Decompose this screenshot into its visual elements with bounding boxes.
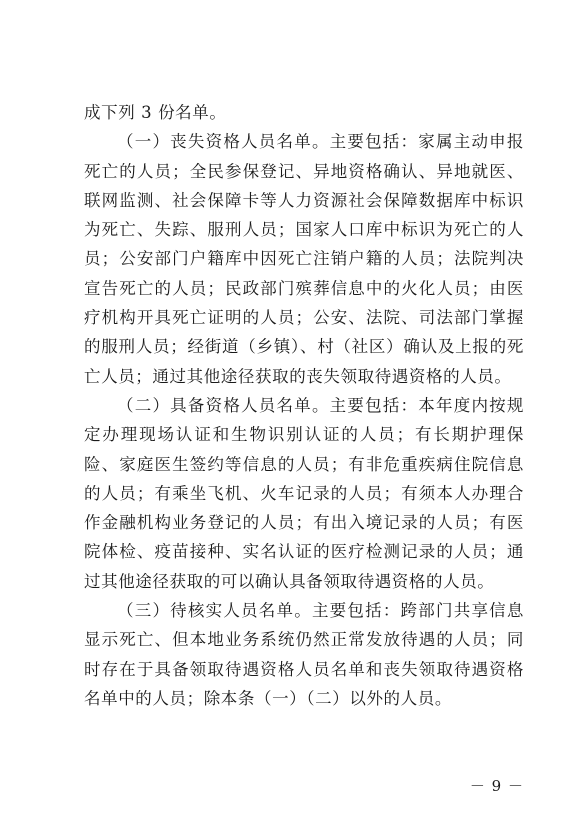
- paragraph-pending-list: （三）待核实人员名单。主要包括：跨部门共享信息显示死亡、但本地业务系统仍然正常发放待遇的人员；同时存在于具备领取待遇资格人员名单和丧失领取待遇资格名单中的人员；除本条（一）（二）以外的人员。: [84, 601, 524, 708]
- body-text: [84, 98, 524, 713]
- page-number: － 9 －: [469, 777, 524, 795]
- paragraph-qualified-list: （二）具备资格人员名单。主要包括：本年度内按规定办理现场认证和生物识别认证的人员；有长期护理保险、家庭医生签约等信息的人员；有非危重疾病住院信息的人员；有乘坐飞机、火车记录的人员；有须本人办理合作金融机构业务登记的人员；有出入境记录的人员；有医院体检、疫苗接种、实名认证的医疗检测记录的人员；通过其他途径获取的可以确认具备领取待遇资格的人员。: [84, 395, 524, 591]
- paragraph-continuation: 成下列 3 份名单。: [84, 103, 227, 122]
- paragraph-disqualified-list: （一）丧失资格人员名单。主要包括：家属主动申报死亡的人员；全民参保登记、异地资格确认、异地就医、联网监测、社会保障卡等人力资源社会保障数据库中标识为死亡、失踪、服刑人员；国家人口库中标识为死亡的人员；公安部门户籍库中因死亡注销户籍的人员；法院判决宣告死亡的人员；民政部门殡葬信息中的火化人员；由医疗机构开具死亡证明的人员；公安、法院、司法部门掌握的服刑人员；经街道（乡镇）、村（社区）确认及上报的死亡人员；通过其他途径获取的丧失领取待遇资格的人员。: [84, 132, 524, 386]
